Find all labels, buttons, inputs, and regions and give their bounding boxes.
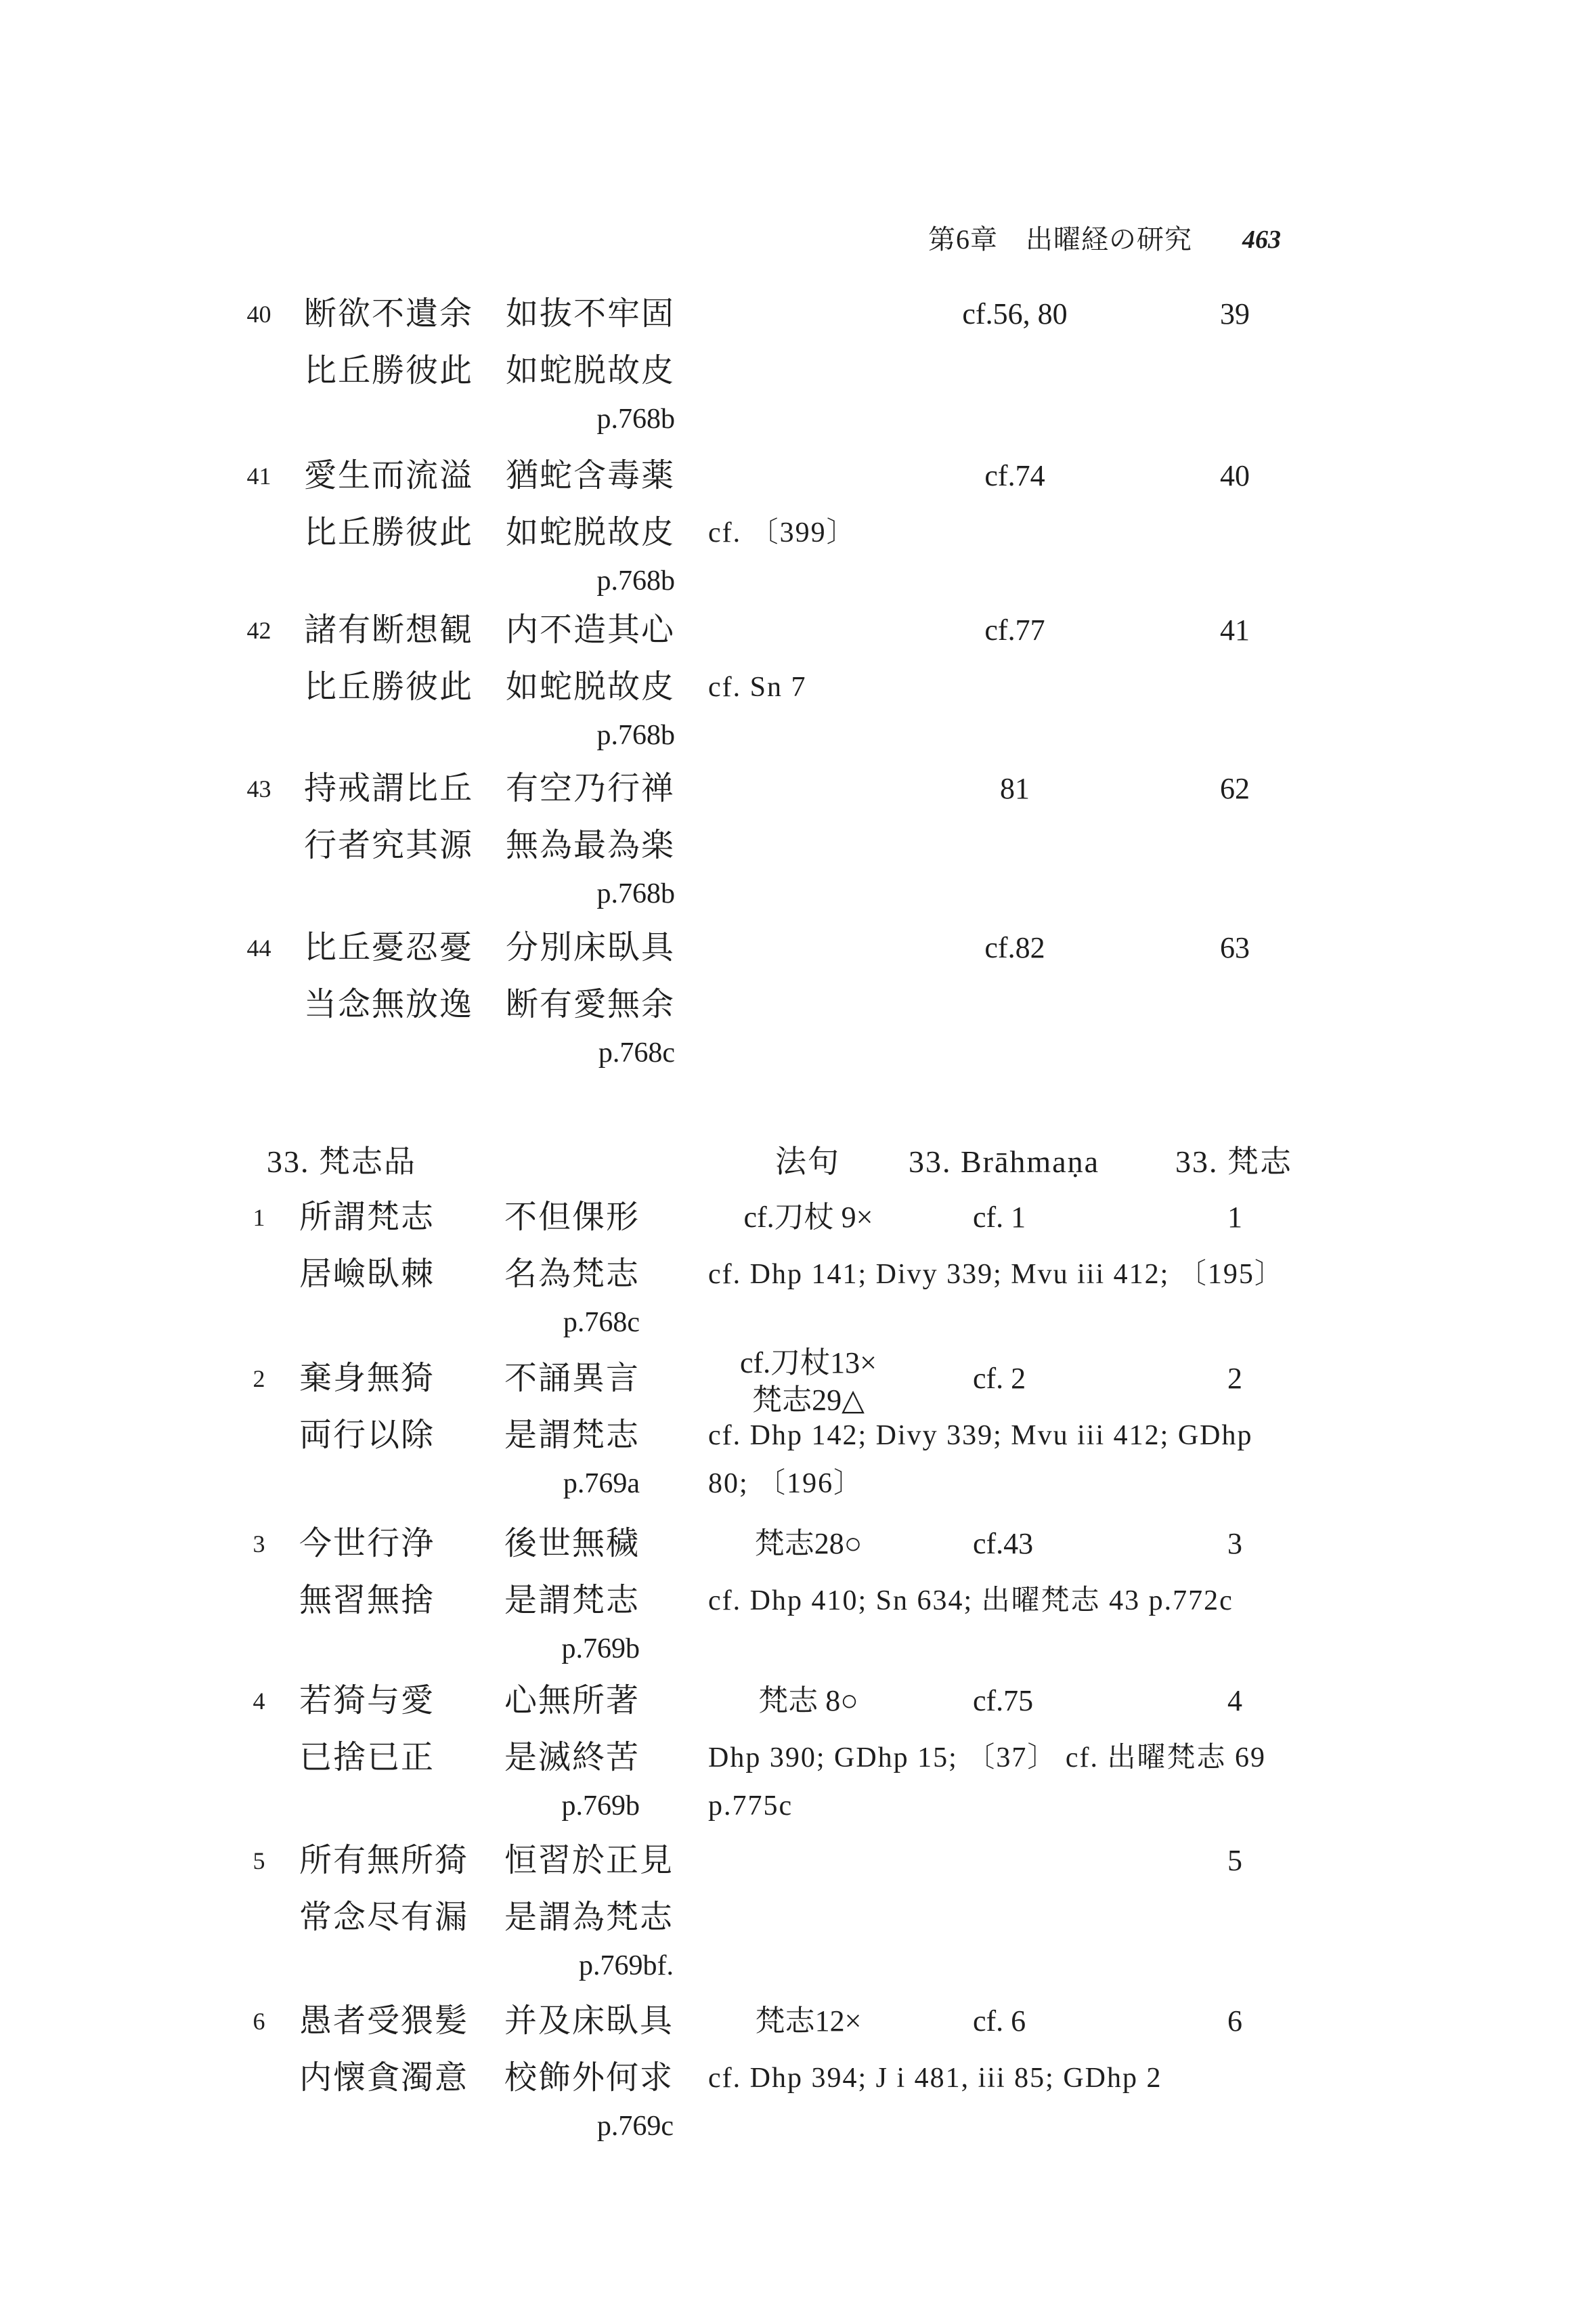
verse-line: 猶蛇含毒薬 [506,458,676,494]
parallel-ref: cf.82 [984,931,1045,964]
hokku-ref [720,1197,896,1238]
verse-first-half [304,610,473,715]
brahmana-ref: cf. 1 [973,1201,1026,1234]
verse-line: 并及床臥具 [504,2003,674,2039]
verse-line: 諸有断想観 [304,612,474,648]
corresponding-verse-number: 63 [1220,931,1250,964]
verse-line: 校飾外何求 [504,2060,674,2096]
verse-line: 若猗与愛 [299,1683,435,1719]
section-heading-row [0,1142,1572,1182]
corresponding-verse-number: 62 [1220,772,1250,805]
taisho-page-ref: p.769a [563,1468,640,1499]
verse-line: 愚者受猥髪 [299,2003,469,2039]
reference-note-line: p.775c [708,1790,793,1822]
verse-line: 恒習於正見 [504,1843,674,1878]
verse-second-half [504,1681,640,1826]
verse-second-half [504,1524,640,1669]
brahmana-ref: cf. 2 [973,1362,1026,1395]
verse-entry [0,1524,1572,1679]
reference-note-line: cf. Dhp 394; J i 481, iii 85; GDhp 2 [708,2063,1162,2094]
verse-line: 是謂梵志 [504,1417,640,1453]
taisho-page-ref: p.768b [596,565,676,597]
taisho-page-ref: p.769c [596,2111,674,2142]
hokku-ref-line: cf.刀杖 9× [743,1201,873,1234]
hokku-ref-line: 梵志28○ [754,1527,863,1560]
verse-line: 心無所著 [504,1683,640,1719]
corresponding-verse-number: 2 [1227,1362,1242,1395]
verse-line: 名為梵志 [504,1256,640,1292]
verse-second-half [506,769,675,914]
hokku-ref [720,1344,896,1419]
reference-note-line: Dhp 390; GDhp 15; 〔37〕 cf. 出曜梵志 69 [708,1742,1266,1773]
brahmana-ref: cf.43 [973,1527,1034,1560]
parallel-ref: cf.77 [984,614,1045,647]
verse-line: 内不造其心 [506,612,676,648]
brahmana-ref: cf. 6 [973,2004,1026,2038]
verse-entry [0,1197,1572,1353]
verse-first-half [304,294,473,399]
corresponding-verse-number: 3 [1227,1527,1242,1560]
reference-note-line: cf. Dhp 142; Divy 339; Mvu iii 412; GDhp [708,1420,1253,1451]
verse-line: 内懐貪濁意 [299,2060,469,2096]
verse-line: 棄身無猗 [299,1360,435,1396]
verse-number: 2 [253,1365,265,1392]
verse-line: 当念無放逸 [304,987,474,1023]
verse-entry [0,456,1572,611]
reference-note [708,667,807,715]
verse-entry [0,769,1572,924]
verse-number: 4 [253,1687,265,1715]
verse-number: 40 [246,301,271,328]
verse-line: 無為最為楽 [506,827,676,863]
corresponding-verse-number: 41 [1220,614,1250,647]
corresponding-verse-number: 1 [1227,1201,1242,1234]
reference-note [708,1738,1266,1834]
verse-second-half [506,294,675,439]
verse-line: 断欲不遺余 [304,296,474,332]
verse-line: 持戒謂比丘 [304,771,474,806]
verse-first-half [299,2001,468,2106]
verse-first-half [299,1197,435,1302]
verse-line: 分別床臥具 [506,930,676,966]
verse-second-half [504,2001,674,2147]
reference-note-line: cf. Sn 7 [708,672,807,703]
hokku-ref [720,1524,896,1564]
taisho-page-ref: p.768c [598,1037,676,1069]
corresponding-verse-number: 40 [1220,459,1250,492]
verse-first-half [304,769,473,874]
corresponding-verse-number: 5 [1227,1844,1242,1877]
section-title: 33. 梵志品 [267,1144,416,1179]
reference-note-line: cf. Dhp 410; Sn 634; 出曜梵志 43 p.772c [708,1585,1233,1616]
reference-note [708,1254,1284,1302]
verse-number: 1 [253,1204,265,1231]
verse-line: 無習無捨 [299,1583,435,1618]
verse-entry [0,928,1572,1083]
verse-line: 愛生而流溢 [304,458,474,494]
parallel-ref: 81 [1000,772,1030,805]
verse-number: 42 [246,617,271,644]
verse-second-half [504,1841,674,1986]
reference-note-line: cf. Dhp 141; Divy 339; Mvu iii 412; 〔195〕 [708,1259,1284,1290]
verse-line: 比丘勝彼此 [304,515,474,551]
reference-note [708,1415,1252,1511]
verse-line: 是謂為梵志 [504,1899,674,1935]
verse-second-half [506,456,675,601]
verse-line: 如蛇脱故皮 [506,515,676,551]
taisho-page-ref: p.768b [596,720,676,751]
verse-line: 比丘勝彼此 [304,669,474,705]
verse-line: 今世行浄 [299,1526,435,1562]
hokku-ref [720,2001,896,2042]
corresponding-verse-number: 39 [1220,297,1250,330]
verse-line: 是滅終苦 [504,1740,640,1776]
verse-line: 常念尽有漏 [299,1899,469,1935]
hokku-ref-line: 梵志12× [755,2004,862,2038]
verse-line: 断有愛無余 [506,987,676,1023]
verse-line: 如蛇脱故皮 [506,669,676,705]
verse-number: 6 [253,2008,265,2035]
verse-entry [0,1841,1572,1996]
verse-line: 不但倮形 [504,1199,640,1235]
hokku-ref-line: cf.刀杖13× [740,1346,877,1379]
hokku-ref [720,1681,896,1721]
corresponding-verse-number: 6 [1227,2004,1242,2038]
verse-first-half [304,928,473,1033]
verse-line: 比丘勝彼此 [304,353,474,389]
verse-second-half [504,1358,640,1504]
verse-number: 44 [246,934,271,962]
verse-first-half [299,1681,435,1786]
taisho-page-ref: p.768b [596,878,676,909]
verse-line: 所謂梵志 [299,1199,435,1235]
verse-line: 居嶮臥棘 [299,1256,435,1292]
reference-note-line: cf. 〔399〕 [708,517,856,548]
verse-number: 5 [253,1847,265,1874]
running-head: 第6章 出曜経の研究 [928,224,1192,255]
corresponding-verse-number: 4 [1227,1684,1242,1717]
hokku-ref-line: 梵志 8○ [758,1684,858,1717]
verse-number: 41 [246,462,271,490]
verse-first-half [299,1524,435,1629]
verse-entry [0,610,1572,766]
verse-first-half [304,456,473,561]
reference-note [708,2058,1162,2106]
parallel-ref: cf.56, 80 [962,297,1068,330]
verse-line: 不誦異言 [504,1360,640,1396]
hokku-ref-line: 梵志29△ [752,1383,865,1417]
verse-first-half [299,1358,435,1463]
verse-second-half [504,1197,640,1343]
verse-number: 3 [253,1530,265,1557]
verse-entry [0,294,1572,450]
taisho-page-ref: p.769b [561,1633,640,1664]
page-number: 463 [1242,225,1281,254]
verse-line: 有空乃行禅 [506,771,676,806]
verse-line: 比丘憂忍憂 [304,930,474,966]
taisho-page-ref: p.768b [596,404,676,435]
taisho-page-ref: p.769bf. [579,1950,674,1981]
column-head-hokku: 法句 [775,1144,840,1179]
parallel-ref: cf.74 [984,459,1045,492]
verse-number: 43 [246,775,271,802]
verse-line: 如抜不牢固 [506,296,676,332]
verse-line: 如蛇脱故皮 [506,353,676,389]
reference-note [708,513,856,561]
reference-note [708,1580,1233,1629]
verse-line: 両行以除 [299,1417,435,1453]
column-head-bonshi: 33. 梵志 [1175,1144,1292,1179]
verse-line: 後世無穢 [504,1526,640,1562]
verse-line: 行者究其源 [304,827,474,863]
brahmana-ref: cf.75 [973,1684,1034,1717]
taisho-page-ref: p.768c [563,1307,640,1338]
verse-first-half [299,1841,468,1945]
taisho-page-ref: p.769b [561,1790,640,1822]
verse-second-half [506,928,675,1073]
verse-second-half [506,610,675,756]
column-head-brahmana: 33. Brāhmaṇa [909,1144,1100,1179]
verse-line: 所有無所猗 [299,1843,469,1878]
verse-entry [0,1346,1572,1514]
reference-note-line: 80; 〔196〕 [708,1468,864,1499]
verse-entry [0,2001,1572,2157]
verse-entry [0,1681,1572,1836]
verse-line: 已捨已正 [299,1740,435,1776]
verse-line: 是謂梵志 [504,1583,640,1618]
